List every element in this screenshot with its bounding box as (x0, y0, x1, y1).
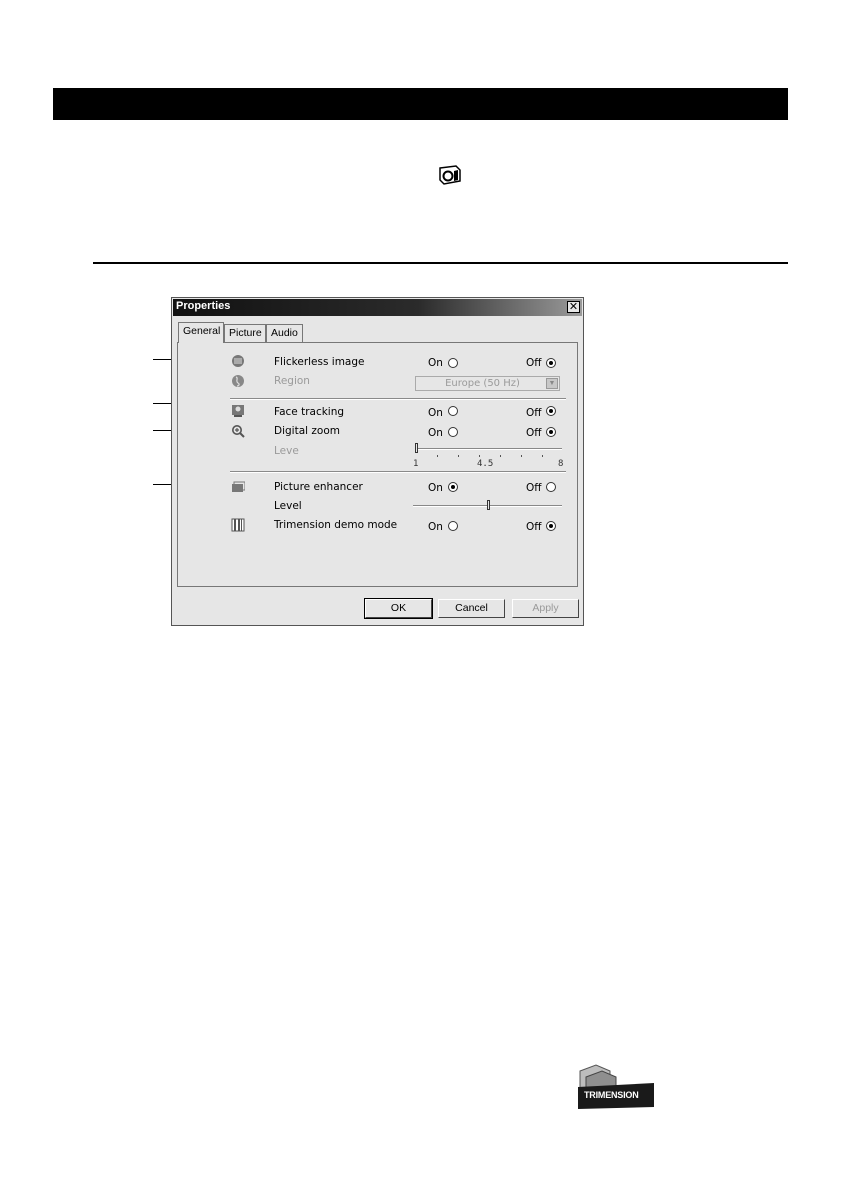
zoom-level-label: Leve (274, 445, 299, 457)
picture-enhancer-label: Picture enhancer (274, 481, 363, 493)
enhancer-level-label: Level (274, 500, 302, 512)
webcam-properties-icon (437, 164, 463, 186)
region-label: Region (274, 375, 310, 387)
picture-enhancer-icon (231, 480, 245, 494)
digital-zoom-label: Digital zoom (274, 425, 340, 437)
zoom-min-label: 1 (413, 459, 419, 469)
trimension-icon (231, 518, 245, 532)
zoom-level-slider-thumb[interactable] (415, 443, 418, 453)
slider-tick (542, 455, 543, 457)
trimension-logo-text: TRIMENSION (584, 1090, 639, 1100)
trimension-logo-graphic (570, 1063, 656, 1111)
zoom-max-label: 8 (558, 459, 564, 469)
face-tracking-on-radio[interactable] (448, 406, 458, 416)
region-select-value: Europe (50 Hz) (445, 378, 520, 389)
picture-enhancer-on-radio[interactable] (448, 482, 458, 492)
flickerless-on-radio[interactable] (448, 358, 458, 368)
flickerless-off-radio[interactable] (546, 358, 556, 368)
slider-tick (458, 455, 459, 457)
digital-zoom-off-label: Off (526, 427, 542, 439)
slider-tick (479, 455, 480, 457)
dialog-title: Properties (176, 300, 231, 312)
flickerless-label: Flickerless image (274, 356, 365, 368)
picture-enhancer-off-label: Off (526, 482, 542, 494)
trimension-label: Trimension demo mode (274, 519, 398, 531)
flickerless-icon (231, 354, 245, 368)
flickerless-on-label: On (428, 357, 443, 369)
digital-zoom-on-radio[interactable] (448, 427, 458, 437)
slider-tick (500, 455, 501, 457)
region-select[interactable] (415, 376, 560, 391)
trimension-off-label: Off (526, 521, 542, 533)
close-icon: ✕ (568, 300, 579, 313)
trimension-off-radio[interactable] (546, 521, 556, 531)
zoom-level-slider-track[interactable] (415, 448, 562, 450)
face-tracking-label: Face tracking (274, 406, 345, 418)
face-tracking-off-label: Off (526, 407, 542, 419)
digital-zoom-off-radio[interactable] (546, 427, 556, 437)
tab-general[interactable]: General (178, 322, 224, 343)
trimension-on-label: On (428, 521, 443, 533)
trimension-logo (570, 1063, 656, 1111)
zoom-icon (231, 424, 245, 438)
trimension-on-radio[interactable] (448, 521, 458, 531)
picture-enhancer-off-radio[interactable] (546, 482, 556, 492)
apply-button[interactable]: Apply (512, 599, 579, 618)
digital-zoom-on-label: On (428, 427, 443, 439)
close-button[interactable] (567, 301, 580, 313)
globe-icon (231, 374, 245, 388)
slider-tick (437, 455, 438, 457)
face-tracking-on-label: On (428, 407, 443, 419)
dialog-title-bar[interactable] (173, 299, 582, 316)
picture-enhancer-on-label: On (428, 482, 443, 494)
header-bar (53, 88, 788, 120)
tab-audio[interactable]: Audio (266, 324, 303, 342)
zoom-mid-label: 4.5 (477, 459, 494, 469)
ok-button[interactable]: OK (365, 599, 432, 618)
slider-tick (521, 455, 522, 457)
tab-picture[interactable]: Picture (224, 324, 266, 342)
flickerless-off-label: Off (526, 357, 542, 369)
enhancer-level-slider-thumb[interactable] (487, 500, 490, 510)
cancel-button[interactable]: Cancel (438, 599, 505, 618)
face-tracking-icon (231, 404, 245, 418)
separator (230, 398, 566, 400)
separator (230, 471, 566, 473)
chevron-down-icon: ▼ (546, 378, 558, 389)
properties-dialog (171, 297, 584, 626)
face-tracking-off-radio[interactable] (546, 406, 556, 416)
section-rule (93, 262, 788, 264)
